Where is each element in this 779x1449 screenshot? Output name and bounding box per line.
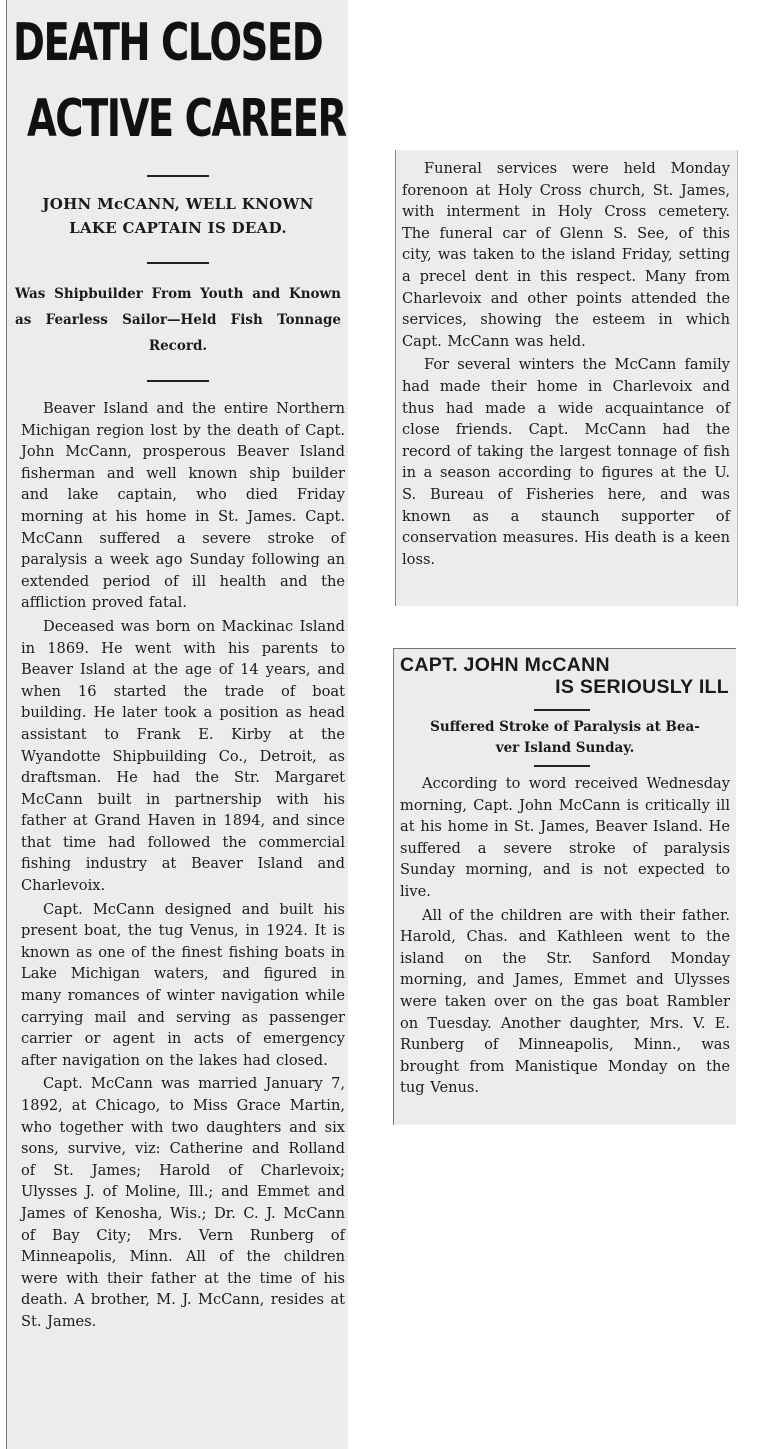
body-paragraph: According to word received Wednesday morning, Capt. John McCann is critically ill at his home in St. James, Beaver Island. He suffered a severe stroke of paralysis Sunday morning, and is not expected to live. (400, 775, 730, 900)
death-closed-active-career-clipping (6, 0, 348, 1449)
body-paragraph: Funeral services were held Monday forenoon at Holy Cross church, St. James, with interment in Holy Cross cemetery. The funeral car of Glenn S. See, of this city, was taken to the island Friday, setting a precel dent in this respect. Many from Charlevoix and other points attended the services, showing the esteem in which Capt. McCann was held. (402, 160, 730, 350)
deck-line-1: JOHN McCANN, WELL KNOWN (42, 195, 314, 213)
headline-line-1: DEATH CLOSED (13, 13, 323, 73)
subdeck: Was Shipbuilder From Youth and Known as Fearless Sailor—Held Fish Tonnage Record. (15, 286, 341, 354)
deck-line-2: LAKE CAPTAIN IS DEAD. (69, 219, 287, 237)
body-paragraph: All of the children are with their father. Harold, Chas. and Kathleen went to the island on the Str. Sanford Monday morning, and James, Emmet and Ulysses were taken over on the gas boat Rambler on Tuesday. Another daughter, Mrs. V. E. Runberg of Minneapolis, Minn., was brought from Manistique Monday on the tug Venus. (400, 906, 730, 1097)
headline-line-2: IS SERIOUSLY ILL (555, 676, 729, 698)
deck-line-1: Suffered Stroke of Paralysis at Bea- (430, 719, 700, 735)
divider-rule (147, 262, 209, 264)
funeral-services-clipping (395, 150, 738, 606)
article-body (21, 398, 345, 1335)
body-paragraph: Beaver Island and the entire Northern Michigan region lost by the death of Capt. John McCann, prosperous Beaver Island fisherman and well known ship builder and lake captain, who died Friday morning at his home in St. James. Capt. McCann suffered a severe stroke of paralysis a week ago Sunday following an extended period of ill health and the affliction proved fatal. (21, 400, 345, 612)
body-paragraph: Capt. McCann designed and built his present boat, the tug Venus, in 1924. It is known as one of the finest fishing boats in Lake Michigan waters, and figured in many romances of winter navigation while carrying mail and serving as passenger carrier or agent in acts of emergency after navigation on the lakes had closed. (21, 900, 345, 1069)
divider-rule (534, 765, 590, 767)
body-paragraph: Capt. McCann was married January 7, 1892, at Chicago, to Miss Grace Martin, who together with two daughters and six sons, survive, viz: Catherine and Rolland of St. James; Harold of Charlevoix; Ulysses J. of Moline, Ill.; and Emmet and James of Kenosha, Wis.; Dr. C. J. McCann of Bay City; Mrs. Vern Runberg of Minneapolis, Minn. All of the children were with their father at the time of his death. A brother, M. J. McCann, resides at St. James. (21, 1075, 345, 1330)
divider-rule (147, 380, 209, 382)
article-body (402, 158, 730, 572)
seriously-ill-clipping (393, 648, 736, 1125)
headline-line-2: ACTIVE CAREER (27, 89, 346, 149)
body-paragraph: Deceased was born on Mackinac Island in 1869. He went with his parents to Beaver Island at the age of 14 years, and when 16 started the trade of boat building. He later took a position as head assistant to Frank E. Kirby at the Wyandotte Shipbuilding Co., Detroit, as draftsman. He had the Str. Margaret McCann built in partnership with his father at Grand Haven in 1894, and since that time had followed the commercial fishing industry at Beaver Island and Charlevoix. (21, 617, 345, 895)
headline-line-1: CAPT. JOHN McCANN (400, 654, 610, 676)
divider-rule (534, 709, 590, 711)
body-paragraph: For several winters the McCann family had made their home in Charlevoix and thus had made a wide acquaintance of close friends. Capt. McCann had the record of taking the largest tonnage of fish in a season according to figures at the U. S. Bureau of Fisheries here, and was known as a staunch supporter of conservation measures. His death is a keen loss. (402, 356, 730, 568)
divider-rule (147, 175, 209, 177)
article-body (400, 773, 730, 1101)
deck-line-2: ver Island Sunday. (495, 740, 635, 756)
